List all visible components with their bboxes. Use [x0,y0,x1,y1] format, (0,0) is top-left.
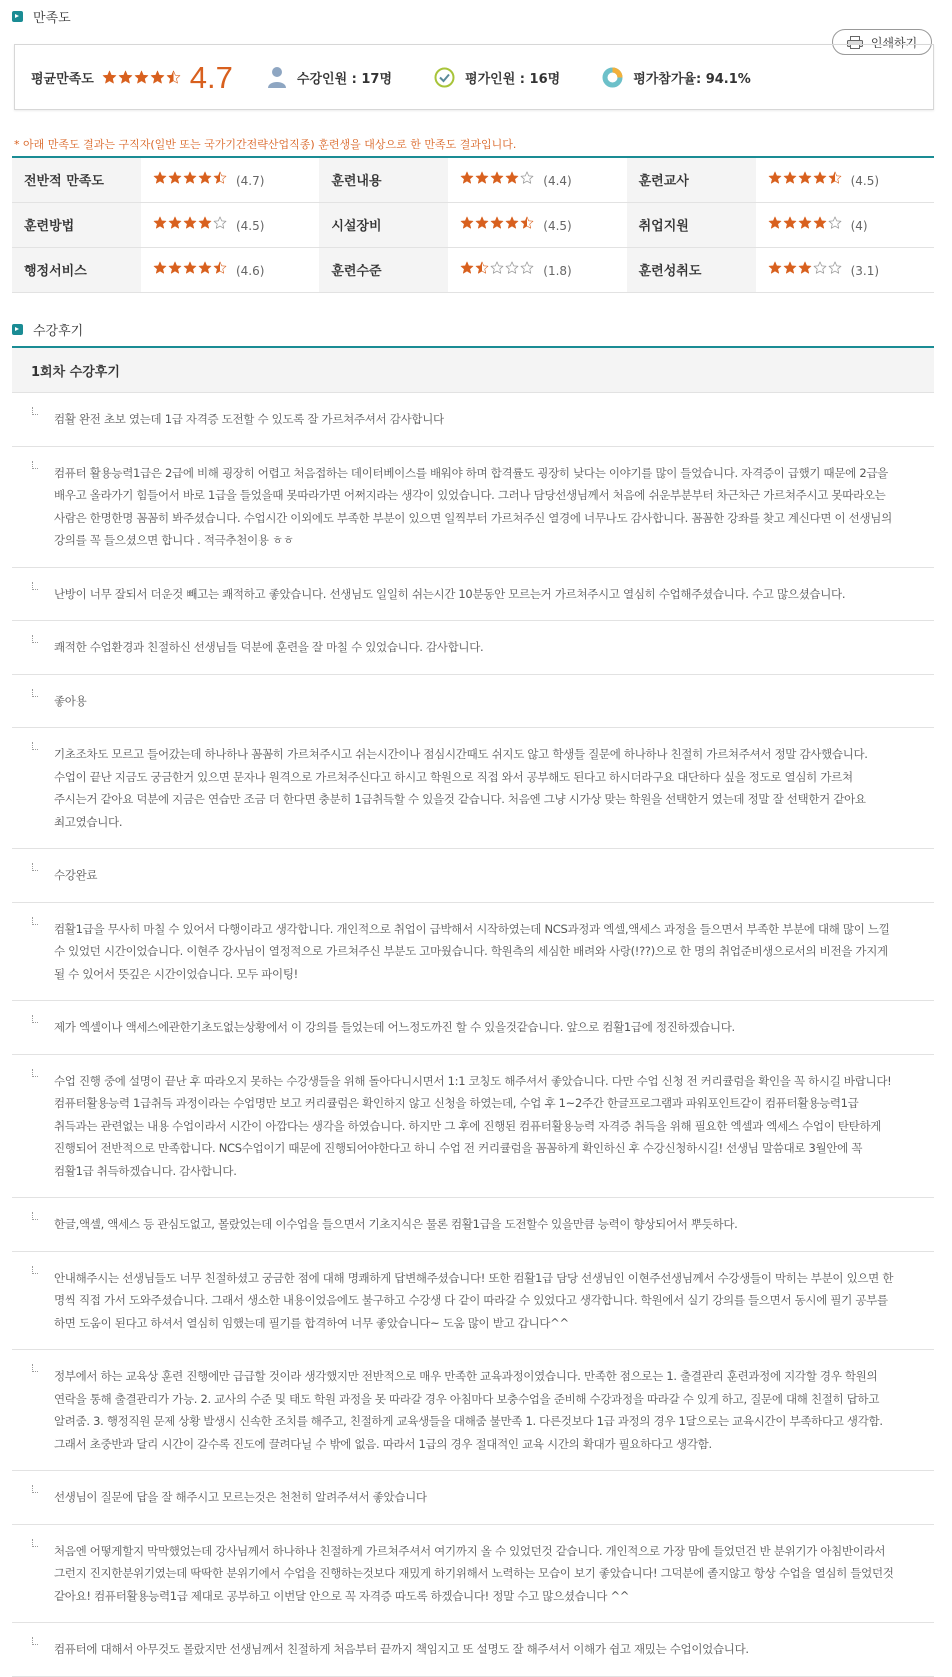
star-full-icon [768,216,782,230]
star-full-icon [183,261,197,275]
star-full-icon [183,171,197,185]
ratings-table [12,156,934,293]
participation-stat [602,67,751,88]
star-full-icon [150,70,165,85]
section-bullet-icon [12,11,23,22]
review-item: 쾌적한 수업환경과 친절하신 선생님들 덕분에 훈련을 잘 마칠 수 있었습니다. 감사합니다. [12,621,934,675]
avg-star-rating [102,70,182,85]
star-full-icon [183,216,197,230]
satisfaction-summary [14,44,934,110]
review-item: 컴활 완전 초보 였는데 1급 자격증 도전할 수 있도록 잘 가르쳐주셔서 감사합니다 [12,393,934,447]
rating-label: 전반적 만족도 [12,157,141,202]
star-empty-icon [520,261,534,275]
rating-score: (4.6) [235,263,265,278]
star-full-icon [153,216,167,230]
star-rating [460,171,535,185]
star-empty-icon [505,261,519,275]
review-section-header [12,320,83,339]
star-empty-icon [520,171,534,185]
review-item: 난방이 너무 잘되서 더운것 빼고는 쾌적하고 좋았습니다. 선생님도 일일히 쉬는시간 10분동안 모르는거 가르쳐주시고 열심히 수업해주셨습니다. 수고 많으셨습니다. [12,568,934,622]
rating-label: 훈련방법 [12,202,141,247]
star-full-icon [783,261,797,275]
star-full-icon [783,216,797,230]
rating-value [756,157,934,202]
star-rating [460,216,535,230]
rating-score: (4.4) [543,173,572,188]
survey-notice: * 아래 만족도 결과는 구직자(일반 또는 국가기간전략산업직종) 훈련생을 대상으로 한 만족도 결과입니다. [14,138,517,151]
rating-score: (4.5) [850,173,880,188]
rating-label: 훈련성취도 [627,247,756,292]
star-full-icon [798,261,812,275]
star-half-icon [520,216,534,230]
star-full-icon [198,171,212,185]
review-item: 컴활1급을 무사히 마칠 수 있어서 다행이라고 생각합니다. 개인적으로 취업이 급박해서 시작하였는데 NCS과정과 엑셀,액세스 과정을 들으면서 부족한 부분에 대해 많이 느낄 수 있었던 시간이었습니다. 이현주 강사님이 열정적으로 가르쳐주신 부분도 고마웠습니다. 학원측의 세심한 배려와 사랑(!??)으로 한 명의 취업준비생으로서의 비전을 가지게 될 수 있어서 뜻깊은 시간이었습니다. 모두 파이팅! [12,903,934,1002]
star-full-icon [118,70,133,85]
rating-value [756,247,934,292]
star-full-icon [490,216,504,230]
star-empty-icon [813,261,827,275]
review-item: 수업 진행 중에 설명이 끝난 후 따라오지 못하는 수강생들을 위해 돌아다니시면서 1:1 코칭도 해주셔서 좋았습니다. 다만 수업 신청 전 커리큘럼을 확인을 꼭 하시길 바랍니다! 컴퓨터활용능력 1급취득 과정이라는 수업명만 보고 커리큘럼은 확인하지 않고 신청을 하였는데, 수업 후 1~2주간 한글프로그램과 파워포인트같이 컴퓨터활용능력1급 취득과는 관련없는 내용 수업이라서 시간이 아깝다는 생각을 하였습니다. 하지만 그 후에 진행된 컴퓨터활용능력 자격증 취득을 위해 필요한 엑셀과 엑세스 수업이 탄탄하게 진행되어 전반적으로 만족합니다. NCS수업이기 때문에 진행되어야한다고 하니 수업 전 커리큘럼을 꼼꼼하게 확인하신 후 수강신청하시길! 선생님 말씀대로 3월안에 꼭 컴활1급 취득하겠습니다. 감사합니다. [12,1055,934,1199]
star-empty-icon [490,261,504,275]
star-half-icon [166,70,181,85]
star-full-icon [134,70,149,85]
rating-label: 훈련수준 [319,247,448,292]
rating-value [448,247,626,292]
review-title: 수강후기 [33,324,84,339]
star-full-icon [168,171,182,185]
check-circle-icon [434,67,455,88]
star-rating [768,261,843,275]
rating-value [141,247,319,292]
star-full-icon [768,261,782,275]
star-full-icon [198,261,212,275]
star-full-icon [102,70,117,85]
star-full-icon [475,216,489,230]
star-full-icon [460,171,474,185]
star-rating [768,171,843,185]
rating-score: (4.7) [235,173,265,188]
print-label: 인쇄하기 [870,35,918,50]
ratings-row [12,157,934,202]
rating-value [448,157,626,202]
star-half-icon [213,261,227,275]
rating-score: (4) [850,218,868,233]
section-bullet-icon [12,324,23,335]
avg-satisfaction-label: 평균만족도 [31,71,94,87]
rating-label: 시설장비 [319,202,448,247]
rating-value [448,202,626,247]
ratings-row [12,202,934,247]
star-full-icon [460,216,474,230]
star-empty-icon [828,216,842,230]
star-full-icon [460,261,474,275]
satisfaction-section-header [12,7,71,26]
avg-satisfaction-score: 4.7 [189,59,233,95]
star-full-icon [153,171,167,185]
review-item: 제가 엑셀이나 액세스에관한기초도없는상황에서 이 강의를 들었는데 어느정도까진 할 수 있을것같습니다. 앞으로 컴활1급에 정진하겠습니다. [12,1001,934,1055]
rating-label: 훈련내용 [319,157,448,202]
star-full-icon [168,216,182,230]
review-item: 컴퓨터에 대해서 아무것도 몰랐지만 선생님께서 친절하게 처음부터 끝까지 책임지고 또 설명도 잘 해주셔서 이해가 쉽고 재밌는 수업이었습니다. [12,1623,934,1677]
star-full-icon [475,171,489,185]
star-full-icon [153,261,167,275]
star-empty-icon [213,216,227,230]
enrolled-count: 수강인원 : 17명 [296,71,393,87]
star-full-icon [505,171,519,185]
donut-chart-icon [602,67,623,88]
star-rating [153,261,228,275]
ratings-row [12,247,934,292]
rating-label: 훈련교사 [627,157,756,202]
review-item: 한글,액셀, 액세스 등 관심도없고, 몰랐었는데 이수업을 들으면서 기초지식은 물론 컴활1급을 도전할수 있을만큼 능력이 향상되어서 뿌듯하다. [12,1198,934,1252]
star-full-icon [798,216,812,230]
star-full-icon [168,261,182,275]
rating-score: (4.5) [543,218,572,233]
star-rating [460,261,535,275]
star-full-icon [505,216,519,230]
star-half-icon [828,171,842,185]
participation-rate: 평가참가율: 94.1% [633,71,751,87]
review-item: 컴퓨터 활용능력1급은 2급에 비해 굉장히 어렵고 처음접하는 데이터베이스를 배워야 하며 합격률도 굉장히 낮다는 이야기를 많이 들었습니다. 자격증이 급했기 때문에 2급을 배우고 올라가기 힘들어서 바로 1급을 들었을때 못따라가면 어쩌지라는 생각이 있었습니다. 그러나 담당선생님께서 처음에 쉬운부분부터 차근차근 가르쳐주시고 못따라오는 사람은 한명한명 꼼꼼히 봐주셨습니다. 수업시간 이외에도 부족한 부분이 있으면 일찍부터 가르쳐주신 열경에 너무나도 감사합니다. 꼼꼼한 강좌를 찾고 계신다면 이 선생님의 강의를 꼭 들으셨으면 합니다 . 적극추천이용 ㅎㅎ [12,447,934,568]
review-item: 좋아용 [12,675,934,729]
rating-score: (4.5) [235,218,265,233]
star-rating [768,216,843,230]
star-full-icon [768,171,782,185]
evaluated-count: 평가인원 : 16명 [465,71,561,87]
review-item: 기초조차도 모르고 들어갔는데 하나하나 꼼꼼히 가르쳐주시고 쉬는시간이나 점심시간때도 쉬지도 않고 학생들 질문에 하나하나 친절히 가르쳐주셔서 정말 감사했습니다. 수업이 끝난 지금도 궁금한거 있으면 문자나 원격으로 가르쳐주신다고 하시고 학원으로 직접 와서 공부해도 된다고 하시더라구요 대단하다 싶을 정도로 열심히 가르쳐 주시는거 같아요 덕분에 지금은 연습만 조금 더 한다면 충분히 1급취득할 수 있을것 같습니다. 처음엔 그냥 시가상 맞는 학원을 선택한거 였는데 정말 잘 선택한거 같아요 최고였습니다. [12,728,934,849]
star-full-icon [783,171,797,185]
rating-label: 행정서비스 [12,247,141,292]
rating-value [756,202,934,247]
review-item: 수강완료 [12,849,934,903]
rating-score: (3.1) [850,263,880,278]
review-list [12,346,934,1677]
session-title: 1회차 수강후기 [12,348,934,393]
person-icon [267,66,287,88]
review-item: 선생님이 질문에 답을 잘 해주시고 모르는것은 천천히 알려주셔서 좋았습니다 [12,1471,934,1525]
review-item: 안내해주시는 선생님들도 너무 친절하셨고 궁금한 점에 대해 명쾌하게 답변해주셨습니다! 또한 컴활1급 담당 선생님인 이현주선생님께서 수강생들이 막히는 부분이 있으면 한 명씩 직접 가서 도와주셨습니다. 그래서 생소한 내용이었음에도 불구하고 수강생 다 같이 따라갈 수 있었다고 생각합니다. 학원에서 실기 강의를 들으면서 동시에 필기 공부를 하면 도움이 된다고 하셔서 열심히 임했는데 필기를 합격하여 너무 좋았습니다~ 도움 많이 받고 갑니다^^ [12,1252,934,1351]
star-half-icon [213,171,227,185]
star-full-icon [490,171,504,185]
rating-value [141,157,319,202]
star-full-icon [798,171,812,185]
star-full-icon [198,216,212,230]
star-half-icon [475,261,489,275]
star-rating [153,216,228,230]
review-item: 정부에서 하는 교육상 훈련 진행에만 급급할 것이라 생각했지만 전반적으로 매우 만족한 교육과정이였습니다. 만족한 점으로는 1. 출결관리 훈련과정에 지각할 경우 학원의 연락을 통해 출결관리가 가능. 2. 교사의 수준 및 태도 학원 과정을 못 따라갈 경우 아침마다 보충수업을 준비해 수강과정을 따라갈 수 있게 하고, 질문에 대해 친절히 답하고 알려줌. 3. 행정직원 문제 상황 발생시 신속한 조치를 해주고, 친절하게 교육생들을 대해줌 불만족 1. 다른것보다 1급 과정의 경우 1달으로는 교육시간이 부족하다고 생각함. 그래서 초중반과 달리 시간이 갈수록 진도에 끌려다닐 수 밖에 없음. 따라서 1급의 경우 절대적인 교육 시간의 확대가 필요하다고 생각함. [12,1350,934,1471]
review-item: 처음엔 어떻게할지 막막했었는데 강사님께서 하나하나 친절하게 가르쳐주셔서 여기까지 올 수 있었던것 같습니다. 개인적으로 가장 맘에 들었던건 반 분위기가 아침반이라서 그런지 진지한분위기였는데 딱딱한 분위기에서 수업을 진행하는것보다 재밌게 하기위해서 노력하는 모습이 보기 좋았습니다! 그덕분에 졸지않고 항상 수업을 열심히 들었던것 같아요! 컴퓨터활용능력1급 제대로 공부하고 이번달 안으로 꼭 자격증 따도록 하겠습니다! 정말 수고 많으셨습니다 ^^ [12,1525,934,1624]
enrolled-stat [267,66,392,88]
star-empty-icon [828,261,842,275]
satisfaction-title: 만족도 [33,11,71,26]
star-rating [153,171,228,185]
rating-score: (1.8) [543,263,572,278]
star-full-icon [813,171,827,185]
rating-value [141,202,319,247]
rating-label: 취업지원 [627,202,756,247]
evaluated-stat [434,67,560,88]
star-full-icon [813,216,827,230]
